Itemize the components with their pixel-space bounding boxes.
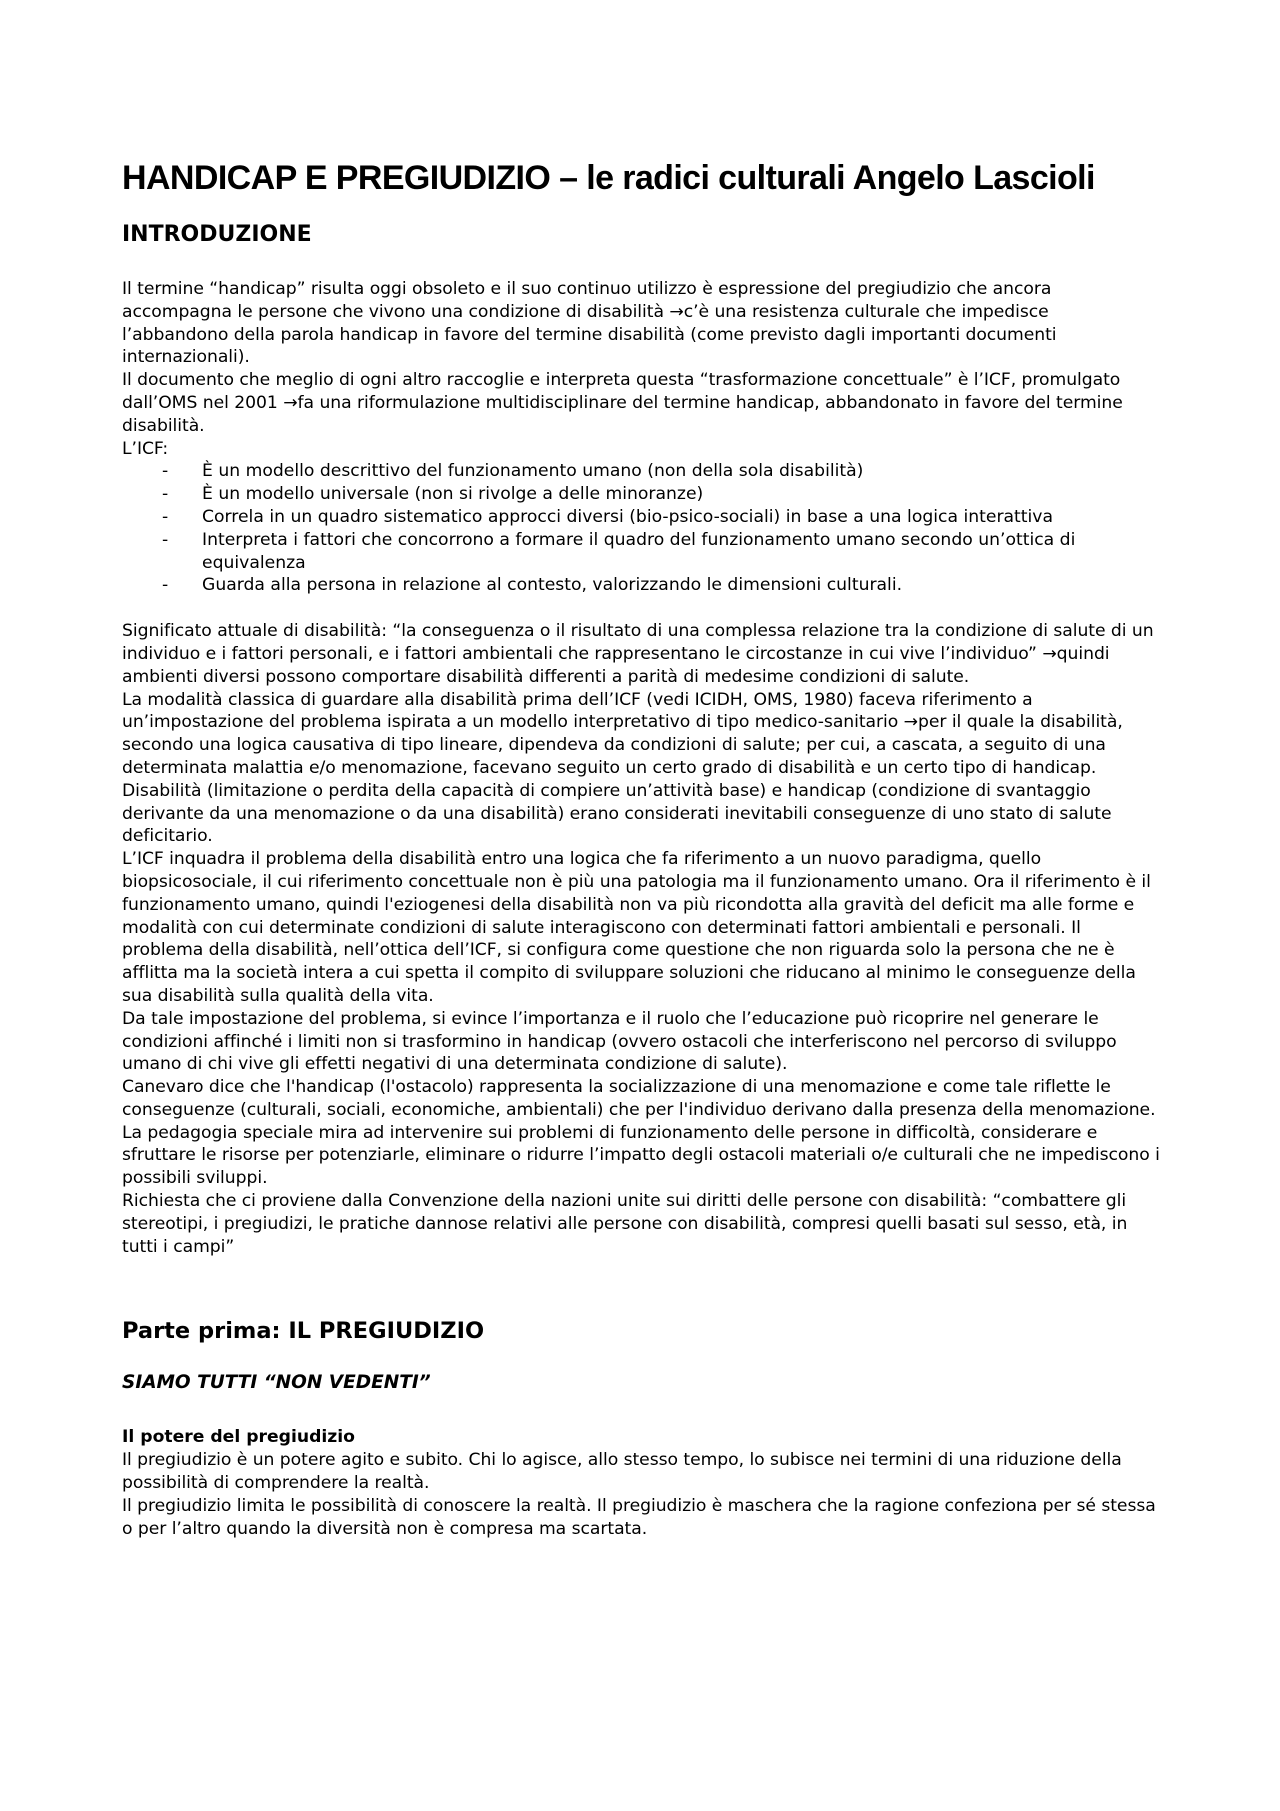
dash-bullet: - [162, 506, 169, 527]
section-heading: Il potere del pregiudizio [122, 1427, 355, 1448]
list-item [162, 460, 1160, 483]
body-paragraph: La modalità classica di guardare alla disabilità prima dell’ICF (vedi ICIDH, OMS, 1980) faceva riferimento a un’impostazione del problema ispirata a un modello interpretativo di tipo medico-sanitario →per il quale la disabilità, secondo una logica causativa di tipo lineare, dipendeva da condizioni di salute; per cui, a cascata, a seguito di una determinata malattia e/o menomazione, facevano seguito un certo grado di disabilità e un certo tipo di handicap. Disabilità (limitazione o perdita della capacità di compiere un’attività base) e handicap (condizione di svantaggio derivante da una menomazione o da una disabilità) erano considerati inevitabili conseguenze di uno stato di salute deficitario. [122, 689, 1123, 847]
list-item [162, 574, 1160, 597]
dash-bullet: - [162, 461, 169, 482]
list-item-text: Interpreta i fattori che concorrono a formare il quadro del funzionamento umano secondo un’ottica di equivalenza [202, 529, 1076, 573]
list-item-text: È un modello universale (non si rivolge a delle minoranze) [202, 484, 704, 505]
body-paragraph: La pedagogia speciale mira ad intervenire sui problemi di funzionamento delle persone in difficoltà, considerare e sfruttare le risorse per potenziarle, eliminare o ridurre l’impatto degli ostacoli materiali o/e culturali che ne impediscono i possibili sviluppi. [122, 1122, 1160, 1189]
dash-bullet: - [162, 575, 169, 596]
dash-bullet: - [162, 484, 169, 505]
list-item [162, 506, 1160, 529]
list-item-text: Correla in un quadro sistematico approcci diversi (bio-psico-sociali) in base a una logica interattiva [202, 506, 1054, 527]
intro-paragraph: Il termine “handicap” risulta oggi obsoleto e il suo continuo utilizzo è espressione del pregiudizio che ancora accompagna le persone che vivono una condizione di disabilità →c’è una resistenza culturale che impedisce l’abbandono della parola handicap in favore del termine disabilità (come previsto dagli importanti documenti internazionali). [122, 279, 1057, 368]
body-paragraph: Canevaro dice che l'handicap (l'ostacolo) rappresenta la socializzazione di una menomazione e come tale riflette le conseguenze (culturali, sociali, economiche, ambientali) che per l'individuo derivano dalla presenza della menomazione. [122, 1077, 1156, 1120]
body-paragraph: Richiesta che ci proviene dalla Convenzione della nazioni unite sui diritti delle persone con disabilità: “combattere gli stereotipi, i pregiudizi, le pratiche dannose relativi alle persone con disabilità, compresi quelli basati sul sesso, età, in tutti i campi” [122, 1191, 1128, 1257]
section-paragraph: Il pregiudizio è un potere agito e subito. Chi lo agisce, allo stesso tempo, lo subisce nei termini di una riduzione della possibilità di comprendere la realtà. [122, 1450, 1122, 1494]
body-paragraph: Da tale impostazione del problema, si evince l’importanza e il ruolo che l’educazione può ricoprire nel generare le condizioni affinché i limiti non si trasformino in handicap (ovvero ostacoli che interferiscono nel percorso di sviluppo umano di chi vive gli effetti negativi di una determinata condizione di salute). [122, 1008, 1117, 1075]
body-paragraph: Significato attuale di disabilità: “la conseguenza o il risultato di una complessa relazione tra la condizione di salute di un individuo e i fattori personali, e i fattori ambientali che rappresentano le circostanze in cui vive l’individuo” →quindi ambienti diversi possono comportare disabilità differenti a parità di medesime condizioni di salute. [122, 621, 1154, 687]
part-heading: Parte prima: IL PREGIUDIZIO [122, 1318, 485, 1345]
dash-bullet: - [162, 529, 169, 550]
document-title: HANDICAP E PREGIUDIZIO – le radici culturali Angelo Lascioli [122, 159, 1095, 197]
intro-heading: INTRODUZIONE [122, 222, 312, 247]
list-item-text: È un modello descrittivo del funzionamento umano (non della sola disabilità) [202, 461, 864, 482]
list-item-text: Guarda alla persona in relazione al contesto, valorizzando le dimensioni culturali. [202, 575, 903, 596]
icf-label: L’ICF: [122, 438, 169, 459]
list-item [162, 483, 1160, 506]
body-paragraph: L’ICF inquadra il problema della disabilità entro una logica che fa riferimento a un nuovo paradigma, quello biopsicosociale, il cui riferimento concettuale non è più una patologia ma il funzionamento umano. Ora il riferimento è il funzionamento umano, quindi l'eziogenesi della disabilità non va più ricondotta alla gravità del deficit ma alle forme e modalità con cui determinate condizioni di salute interagiscono con determinati fattori ambientali e personali. Il problema della disabilità, nell’ottica dell’ICF, si configura come questione che non riguarda solo la persona che ne è afflitta ma la società intera a cui spetta il compito di sviluppare soluzioni che riducano al minimo le conseguenze della sua disabilità sulla qualità della vita. [122, 849, 1151, 1006]
intro-paragraph: Il documento che meglio di ogni altro raccoglie e interpreta questa “trasformazione concettuale” è l’ICF, promulgato dall’OMS nel 2001 →fa una riformulazione multidisciplinare del termine handicap, abbandonato in favore del termine disabilità. [122, 370, 1123, 436]
section-paragraph: Il pregiudizio limita le possibilità di conoscere la realtà. Il pregiudizio è maschera che la ragione confeziona per sé stessa o per l’altro quando la diversità non è compresa ma scartata. [122, 1495, 1156, 1539]
icf-list [122, 460, 1160, 597]
spacer [122, 597, 1160, 620]
list-item [162, 529, 1160, 575]
sub-heading: SIAMO TUTTI “NON VEDENTI” [122, 1372, 431, 1394]
